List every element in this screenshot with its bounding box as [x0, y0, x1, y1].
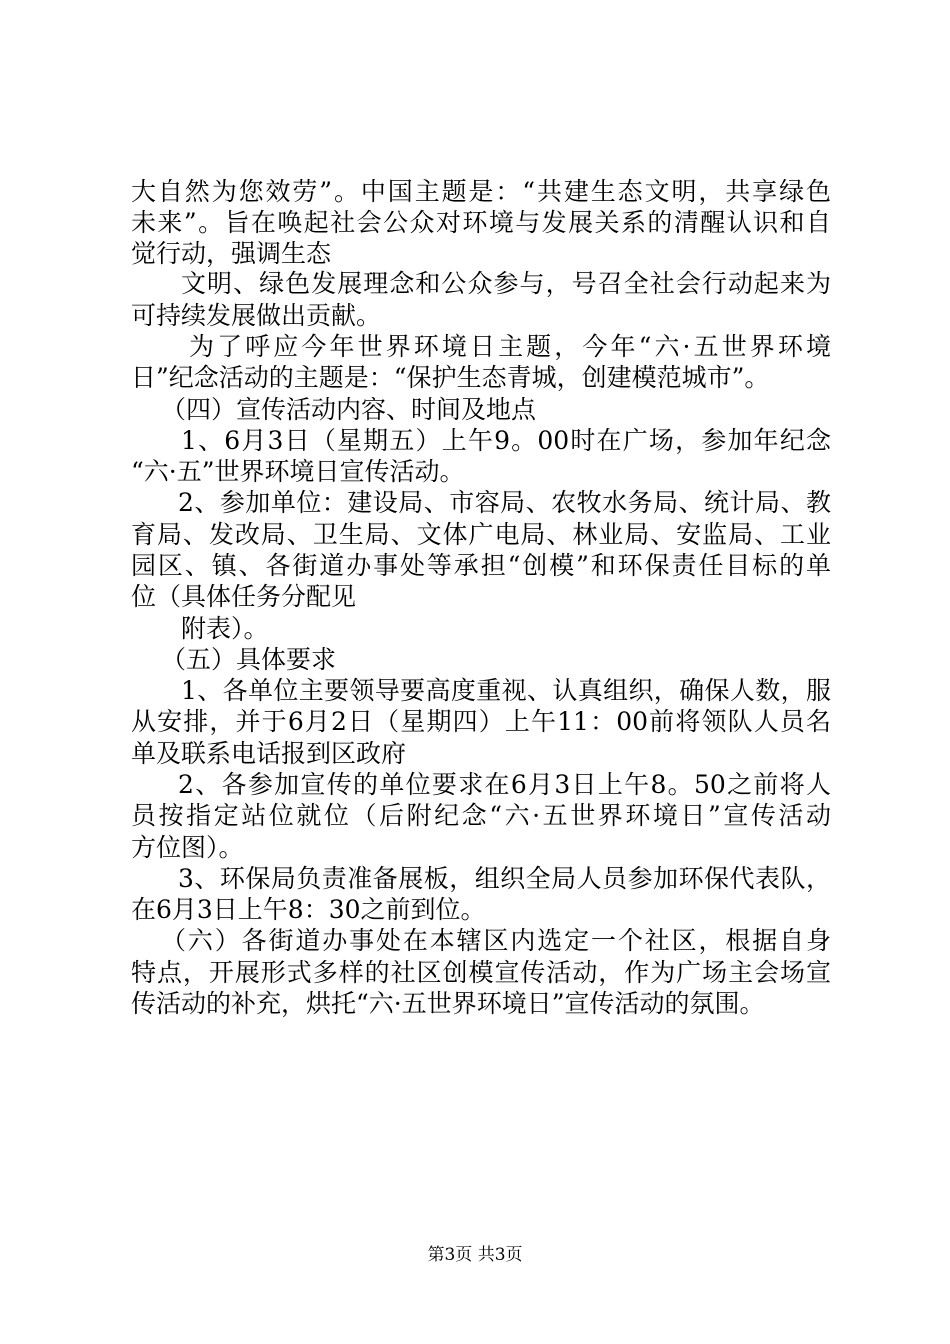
text-line: 觉行动，强调生态	[131, 239, 332, 268]
text-line: 在6月3日上午8：30之前到位。	[131, 895, 486, 924]
text-line: 育局、发改局、卫生局、文体广电局、林业局、安监局、工业	[131, 520, 831, 549]
text-line: 3、环保局负责准备展板，组织全局人员参加环保代表队，	[178, 864, 831, 893]
text-line: 方位图）。	[131, 833, 244, 862]
text-line: 文明、绿色发展理念和公众参与，号召全社会行动起来为	[181, 269, 831, 298]
text-line: 1、各单位主要领导要高度重视、认真组织，确保人数，服	[181, 676, 831, 705]
text-line: （四）宣传活动内容、时间及地点	[161, 395, 537, 424]
text-line: （五）具体要求	[161, 645, 337, 674]
text-line: 2、各参加宣传的单位要求在6月3日上午8。50之前将人	[178, 770, 831, 799]
text-line: 1、6月3日（星期五）上午9。00时在广场，参加年纪念	[181, 426, 831, 455]
text-line: 传活动的补充，烘托“六·五世界环境日”宣传活动的氛围。	[131, 989, 765, 1018]
text-line: 位（具体任务分配见	[131, 582, 357, 611]
text-line: 从安排，并于6月2日（星期四）上午11：00前将领队人员名	[131, 707, 831, 736]
text-line: （六）各街道办事处在本辖区内选定一个社区，根据自身	[161, 926, 831, 955]
text-line: 特点，开展形式多样的社区创模宣传活动，作为广场主会场宣	[131, 958, 831, 987]
text-line: 大自然为您效劳”。中国主题是：“共建生态文明，共享绿色	[131, 177, 831, 206]
text-line: 未来”。旨在唤起社会公众对环境与发展关系的清醒认识和自	[131, 208, 831, 237]
text-line: 员按指定站位就位（后附纪念“六·五世界环境日”宣传活动	[131, 801, 831, 830]
text-line: “六·五”世界环境日宣传活动。	[131, 457, 465, 486]
text-line: 单及联系电话报到区政府	[131, 739, 407, 768]
text-line: 为了呼应今年世界环境日主题，今年“六·五世界环境	[189, 332, 831, 361]
text-line: 可持续发展做出贡献。	[131, 301, 382, 330]
page-footer: 第3页 共3页	[427, 1245, 523, 1265]
text-line: 附表）。	[181, 614, 269, 643]
text-line: 园区、镇、各街道办事处等承担“创模”和环保责任目标的单	[131, 551, 831, 580]
text-line: 2、参加单位：建设局、市容局、农牧水务局、统计局、教	[178, 488, 831, 517]
text-line: 日”纪念活动的主题是：“保护生态青城，创建模范城市”。	[131, 363, 770, 392]
